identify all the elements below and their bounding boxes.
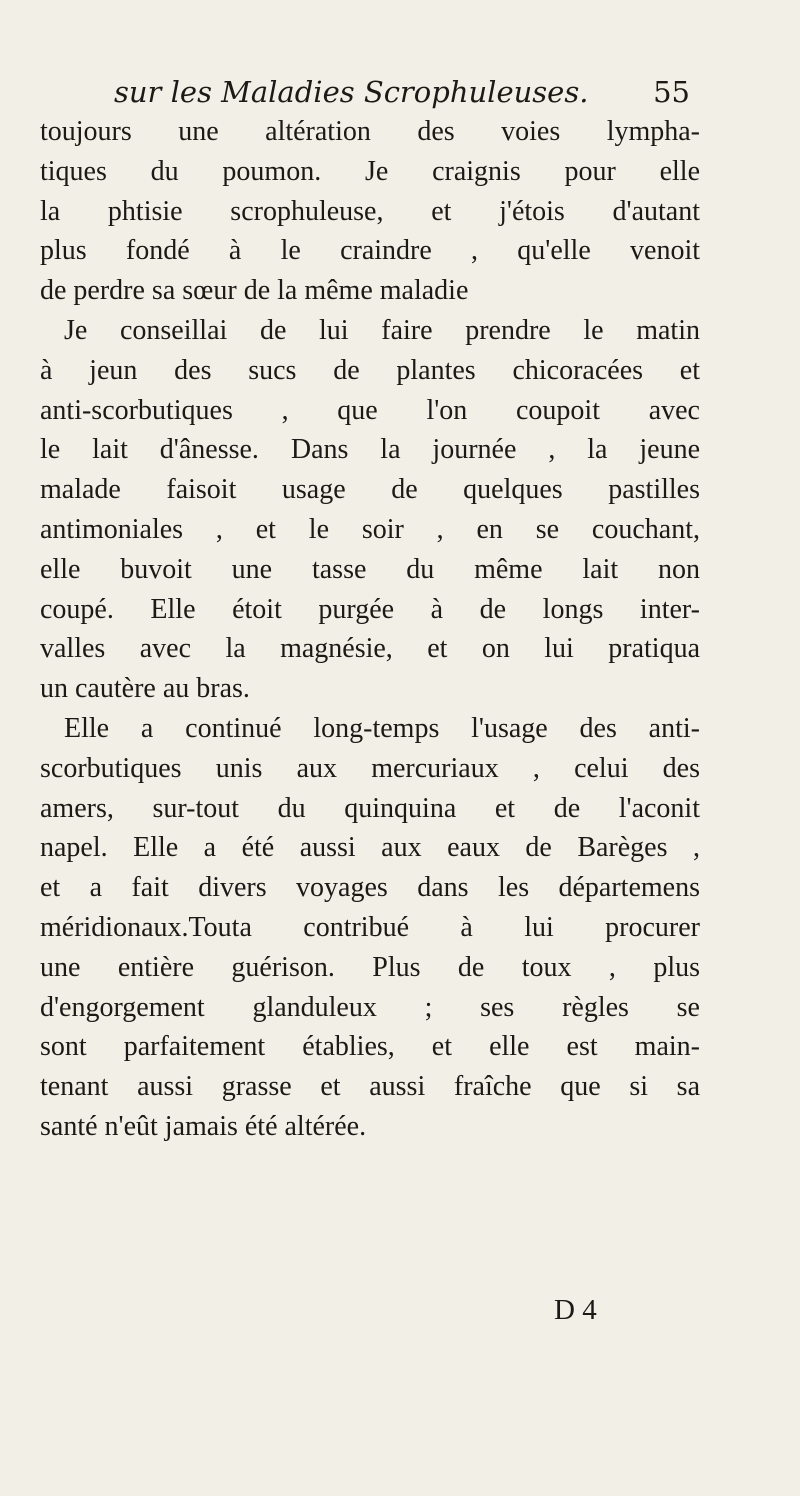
text-line: à jeun des sucs de plantes chicoracées et xyxy=(40,354,700,386)
paragraph xyxy=(40,709,700,1147)
text-line: valles avec la magnésie, et on lui pratiqua xyxy=(40,633,700,665)
text-line: méridionaux.Touta contribué à lui procurer xyxy=(40,911,700,943)
body-text xyxy=(40,112,700,1147)
text-line: antimoniales , et le soir , en se couchant, xyxy=(40,513,700,545)
text-line: la phtisie scrophuleuse, et j'étois d'autant xyxy=(40,195,700,227)
text-line: tiques du poumon. Je craignis pour elle xyxy=(40,155,700,187)
text-line: une entière guérison. Plus de toux , plus xyxy=(40,951,700,983)
text-line: d'engorgement glanduleux ; ses règles se xyxy=(40,991,700,1023)
text-line: santé n'eût jamais été altérée. xyxy=(40,1110,367,1142)
text-line: tenant aussi grasse et aussi fraîche que si sa xyxy=(40,1071,700,1103)
paragraph xyxy=(40,311,700,709)
text-line: plus fondé à le craindre , qu'elle venoit xyxy=(40,235,700,267)
running-title: sur les Maladies Scrophuleuses. xyxy=(114,75,589,109)
text-line: le lait d'ânesse. Dans la journée , la jeune xyxy=(40,434,700,466)
paragraph xyxy=(40,112,700,311)
running-head xyxy=(114,70,690,114)
text-line: scorbutiques unis aux mercuriaux , celui des xyxy=(40,752,700,784)
text-line: toujours une altération des voies lympha- xyxy=(40,116,700,147)
signature-mark: D 4 xyxy=(554,1294,597,1326)
text-line: anti-scorbutiques , que l'on coupoit avec xyxy=(40,394,700,426)
text-line: Je conseillai de lui faire prendre le matin xyxy=(64,314,700,346)
text-line: Elle a continué long-temps l'usage des anti- xyxy=(64,712,700,744)
text-line: et a fait divers voyages dans les départemens xyxy=(40,872,700,904)
text-line: elle buvoit une tasse du même lait non xyxy=(40,553,700,585)
text-line: malade faisoit usage de quelques pastilles xyxy=(40,474,700,506)
text-line: amers, sur-tout du quinquina et de l'aconit xyxy=(40,792,700,824)
text-line: un cautère au bras. xyxy=(40,673,250,705)
text-line: de perdre sa sœur de la même maladie xyxy=(40,275,469,307)
text-line: sont parfaitement établies, et elle est main- xyxy=(40,1031,700,1063)
page-number: 55 xyxy=(653,75,690,109)
text-line: napel. Elle a été aussi aux eaux de Barèges , xyxy=(40,832,700,864)
text-line: coupé. Elle étoit purgée à de longs inter- xyxy=(40,593,700,625)
